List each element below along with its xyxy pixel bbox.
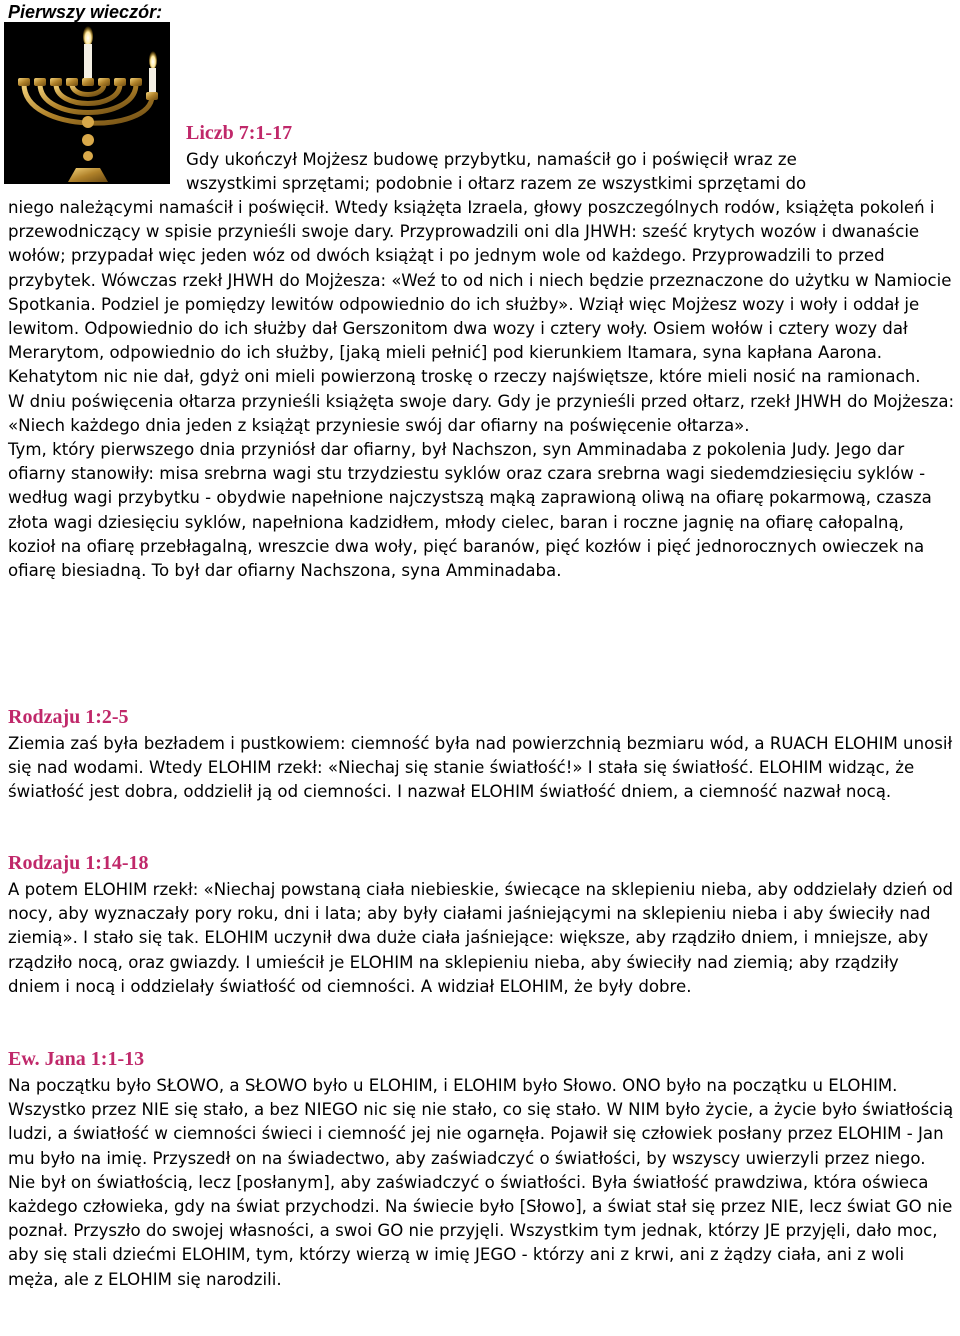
menorah-icon: [4, 22, 170, 184]
section: [8, 850, 956, 999]
paragraph: Na początku było SŁOWO, a SŁOWO było u ELOHIM, i ELOHIM było Słowo. ONO było na początku u ELOHIM. Wszystko przez NIE się stało, a bez NIEGO nic się nie stało, co się stało. W NIM było życie, a życie było światłością ludzi, a światłość w ciemności świeci i ciemność jej nie ogarnęła. Pojawił się człowiek posłany przez ELOHIM - Jan mu było na imię. Przyszedł on na świadectwo, aby zaświadczyć o światłości, by wszyscy uwierzyli przez niego. Nie był on światłością, lecz [posłanym], aby zaświadczyć o światłości. Była światłość prawdziwa, która oświeca każdego człowieka, gdy na świat przychodzi. Na świecie było [Słowo], a świat stał się przez NIE, lecz świat GO nie poznał. Przyszło do swojej własności, a swoi GO nie przyjęli. Wszystkim tym jednak, którzy JE przyjęli, dało moc, aby się stali dziećmi ELOHIM, tym, którzy wierzą w imię JEGO - którzy ani z krwi, ani z żądzy ciała, ani z woli męża, ale z ELOHIM się narodzili.: [8, 1076, 954, 1289]
paragraph: Ziemia zaś była bezładem i pustkowiem: ciemność była nad powierzchnią bezmiaru wód, a RUACH ELOHIM unosił się nad wodami. Wtedy ELOHIM rzekł: «Niechaj się stanie światłość!» I stała się światłość. ELOHIM widząc, że światłość jest dobra, oddzielił ją od ciemności. I nazwał ELOHIM światłość dniem, a ciemność nazwał nocą.: [8, 734, 953, 802]
section: [8, 704, 956, 805]
paragraph-line: wszystkimi sprzętami; podobnie i ołtarz razem ze wszystkimi sprzętami do: [186, 174, 807, 193]
paragraph: A potem ELOHIM rzekł: «Niechaj powstaną ciała niebieskie, świecące na sklepieniu nieba, aby oddzielały dzień od nocy, aby wyznaczały pory roku, dni i lata; aby były ciałami jaśniejącymi na sklepieniu nieba i aby świeciły nad ziemią». I stało się tak. ELOHIM uczynił dwa duże ciała jaśniejące: większe, aby rządziło dniem, i mniejsze, aby rządziło nocą, oraz gwiazdy. I umieścił je ELOHIM na sklepieniu nieba, aby świeciły nad ziemią; aby rządziły dniem i nocą i oddzielały światłość od ciemności. A widział ELOHIM, że były dobre.: [8, 880, 954, 996]
section-title: Ew. Jana 1:1-13: [8, 1048, 145, 1070]
paragraph: niego należącymi namaścił i poświęcił. Wtedy książęta Izraela, głowy poszczególnych rodów, książęta pokoleń i przewodniczący w spisie przynieśli swoje dary. Przyprowadzili oni dla JHWH: sześć krytych wozów i dwanaście wołów; przypadał więc jeden wóz od dwóch książąt i po jednym wole od każdego. Przyprowadzili to przed przybytek. Wówczas rzekł JHWH do Mojżesza: «Weź to od nich i niech będzie przeznaczone do użytku w Namiocie Spotkania. Podziel je pomiędzy lewitów odpowiednio do ich służby». Wziął więc Mojżesz wozy i woły i oddał je lewitom. Odpowiednio do ich służby dał Gerszonitom dwa wozy i cztery woły. Osiem wołów i cztery wozy dał Merarytom, odpowiednio do ich służby, [jaką mieli pełnić] pod kierunkiem Itamara, syna kapłana Aarona. Kehatytom nic nie dał, gdyż oni mieli powierzoną troskę o rzeczy najświętsze, które mieli nosić na ramionach.: [8, 198, 952, 387]
section-title: Rodzaju 1:14-18: [8, 852, 149, 874]
section-title: Liczb 7:1-17: [186, 122, 293, 144]
section: [8, 1046, 956, 1292]
paragraph: Tym, który pierwszego dnia przyniósł dar ofiarny, był Nachszon, syn Amminadaba z pokolenia Judy. Jego dar ofiarny stanowiły: misa srebrna wagi stu trzydziestu syklów oraz czara srebrna wagi siedemdziesięciu syklów - według wagi przybytku - obydwie napełnione najczystszą mąką zaprawioną oliwą na ofiarę pokarmową, czasza złota wagi dziesięciu syklów, napełniona kadzidłem, młody cielec, baran i roczne jagnię na ofiarę całopalną, kozioł na ofiarę przebłagalną, wreszcie dwa woły, pięć baranów, pięć kozłów i pięć jednorocznych owieczek na ofiarę biesiadną. To był dar ofiarny Nachszona, syna Amminadaba.: [8, 440, 932, 581]
paragraph-line: Gdy ukończył Mojżesz budowę przybytku, namaścił go i poświęcił wraz ze: [186, 150, 797, 169]
paragraph: W dniu poświęcenia ołtarza przynieśli książęta swoje dary. Gdy je przynieśli przed ołtarz, rzekł JHWH do Mojżesza: «Niech każdego dnia jeden z książąt przyniesie swój dar ofiarny na poświęcenie ołtarza».: [8, 391, 955, 435]
section-title: Rodzaju 1:2-5: [8, 706, 129, 728]
menorah-graphic: [4, 22, 170, 184]
page-title: Pierwszy wieczór:: [8, 2, 163, 22]
